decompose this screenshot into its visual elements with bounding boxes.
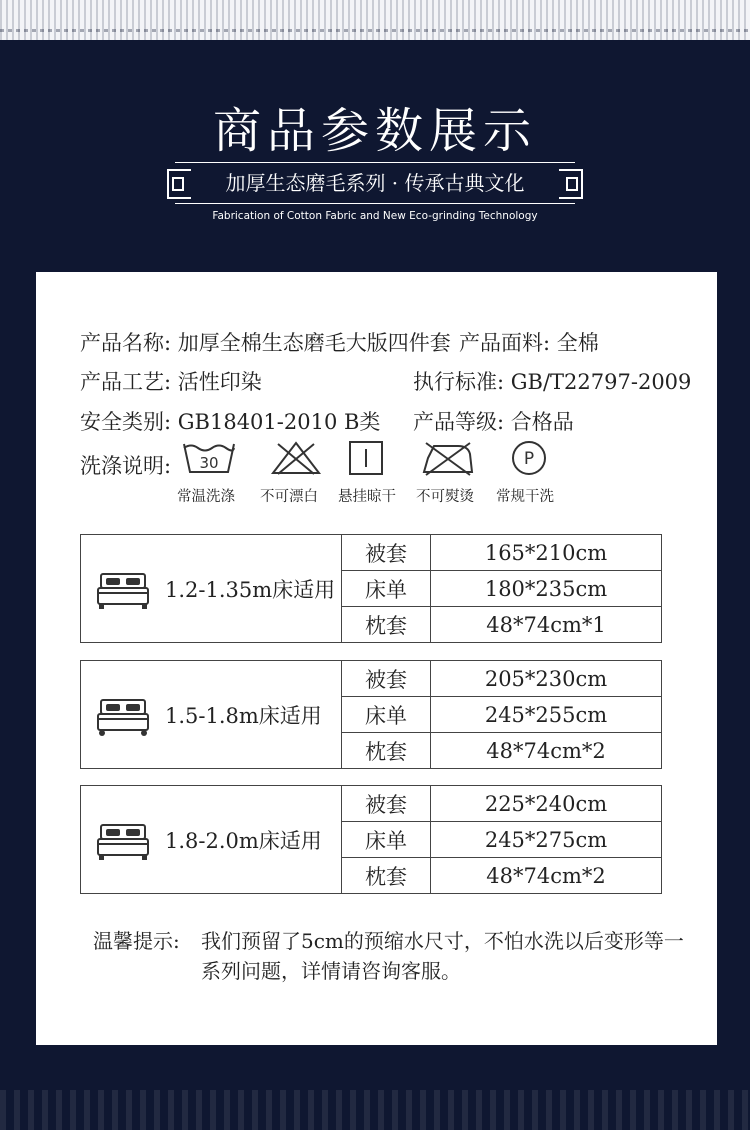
wash-30-icon: [181, 440, 237, 476]
spec-name-label: 产品名称:: [80, 331, 172, 355]
spec-grade: [413, 406, 574, 436]
dry-clean-p-icon: [509, 440, 549, 476]
bed-icon: [95, 566, 151, 612]
spec-fabric: [459, 327, 599, 357]
chinese-knot-right-icon: [559, 169, 583, 199]
part-name: 床单: [342, 571, 431, 607]
bed-icon: [95, 692, 151, 738]
part-dimension: 48*74cm*2: [431, 858, 662, 894]
part-name: 枕套: [342, 733, 431, 769]
part-name: 床单: [342, 822, 431, 858]
spec-process: [80, 366, 262, 396]
decorative-top-border: [0, 0, 750, 43]
table-row: [81, 661, 662, 697]
bed-icon: [95, 817, 151, 863]
warm-tip-text: 我们预留了5cm的预缩水尺寸，不怕水洗以后变形等一系列问题，详情请咨询客服。: [201, 929, 684, 983]
spec-safety-label: 安全类别:: [80, 410, 172, 434]
part-dimension: 165*210cm: [431, 535, 662, 571]
spec-grade-label: 产品等级:: [413, 410, 505, 434]
chinese-knot-left-icon: [167, 169, 191, 199]
part-dimension: 205*230cm: [431, 661, 662, 697]
bed-size-label: 1.2-1.35m床适用: [165, 577, 336, 602]
table-row: [81, 535, 662, 571]
spec-process-label: 产品工艺:: [80, 370, 172, 394]
part-name: 床单: [342, 697, 431, 733]
decorative-bottom-border: [0, 1090, 750, 1130]
english-subtitle: Fabrication of Cotton Fabric and New Eco-grinding Technology: [212, 210, 538, 222]
part-dimension: 245*255cm: [431, 697, 662, 733]
size-table-2: [80, 660, 662, 769]
no-bleach-icon: [270, 440, 322, 476]
part-dimension: 225*240cm: [431, 786, 662, 822]
part-dimension: 48*74cm*2: [431, 733, 662, 769]
banner-text: 加厚生态磨毛系列 · 传承古典文化: [225, 171, 525, 195]
part-name: 枕套: [342, 858, 431, 894]
spec-grade-value: 合格品: [510, 410, 574, 434]
spec-standard: [413, 366, 691, 396]
table-row: [81, 786, 662, 822]
spec-standard-label: 执行标准:: [413, 370, 505, 394]
spec-wash-label: 洗涤说明:: [80, 454, 172, 478]
hang-dry-icon: [348, 440, 384, 476]
part-name: 枕套: [342, 607, 431, 643]
bed-size-label: 1.5-1.8m床适用: [165, 703, 322, 728]
spec-standard-value: GB/T22797-2009: [510, 370, 692, 394]
spec-safety: [80, 406, 380, 436]
part-name: 被套: [342, 786, 431, 822]
size-table-3: [80, 785, 662, 894]
spec-fabric-label: 产品面料:: [459, 331, 551, 355]
care-label-hang-dry: 悬挂晾干: [338, 489, 396, 505]
wash-temp-text: 30: [199, 454, 219, 472]
care-label-wash: 常温洗涤: [177, 489, 235, 505]
bed-size-cell: [81, 786, 342, 894]
warm-tip: [93, 926, 693, 986]
bed-size-label: 1.8-2.0m床适用: [165, 828, 322, 853]
bed-size-cell: [81, 535, 342, 643]
bed-size-cell: [81, 661, 342, 769]
dry-clean-mark: P: [523, 449, 535, 469]
part-dimension: 180*235cm: [431, 571, 662, 607]
page-title: 商品参数展示: [212, 103, 537, 159]
part-dimension: 245*275cm: [431, 822, 662, 858]
spec-name: [80, 327, 451, 357]
spec-safety-value: GB18401-2010 B类: [177, 410, 381, 434]
spec-process-value: 活性印染: [177, 370, 262, 394]
banner-ribbon: [175, 162, 575, 204]
warm-tip-label: 温馨提示:: [93, 929, 180, 953]
care-label-dry-clean: 常规干洗: [496, 489, 554, 505]
no-iron-icon: [420, 440, 476, 476]
part-name: 被套: [342, 535, 431, 571]
care-label-no-bleach: 不可漂白: [260, 489, 318, 505]
care-label-no-iron: 不可熨烫: [416, 489, 474, 505]
part-dimension: 48*74cm*1: [431, 607, 662, 643]
part-name: 被套: [342, 661, 431, 697]
size-table-1: [80, 534, 662, 643]
spec-fabric-value: 全棉: [556, 331, 599, 355]
spec-name-value: 加厚全棉生态磨毛大版四件套: [177, 331, 451, 355]
